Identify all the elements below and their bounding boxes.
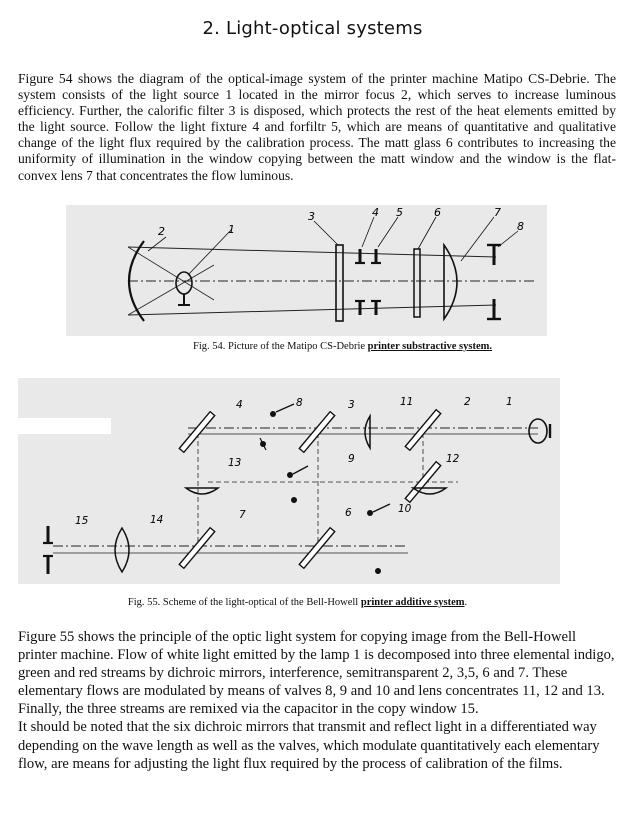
section-title: Light-optical systems [225, 18, 423, 39]
fig55-label-3: 3 [348, 399, 355, 411]
fig55-label-7: 7 [239, 509, 246, 521]
figure-55-diagram [18, 378, 560, 584]
fig55-label-13: 13 [228, 457, 242, 469]
figure-54-diagram [66, 205, 547, 336]
fig55-label-2: 2 [464, 396, 471, 408]
figure-54-caption-text: Fig. 54. Picture of the Matipo CS-Debrie [192, 341, 368, 352]
section-number: 2. [202, 18, 221, 39]
fig54-label-5: 5 [396, 206, 403, 219]
figure-54-svg [66, 205, 547, 336]
figure-55-caption-emphasis: printer additive system [360, 597, 465, 608]
fig55-label-6: 6 [345, 507, 352, 519]
fig55-label-12: 12 [446, 453, 460, 465]
fig55-label-8: 8 [296, 397, 303, 409]
figure-54-caption-emphasis: printer substractive system. [367, 341, 493, 352]
fig55-label-10: 10 [398, 503, 412, 515]
fig54-label-3: 3 [308, 210, 315, 223]
section-heading [0, 18, 625, 39]
fig54-label-8: 8 [517, 220, 524, 233]
paragraph-bell-howell-part1: Figure 55 shows the principle of the optic light system for copying image from the Bell-Howell printer machine. Flow of white light emitted by the lamp 1 is decomposed into three elemental indigo, green and red streams by dichroic mirrors, interference, semitransparent 2, 3,5, 6 and 7. These elementary flows are modulated by means of valves 8, 9 and 10 and lens concentrates 11, 12 and 13. Finally, the three streams are remixed via the capacitor in the copy window 15. [18, 629, 615, 718]
fig55-label-9: 9 [348, 453, 355, 465]
figure-55-caption [0, 597, 610, 608]
fig54-label-4: 4 [372, 206, 379, 219]
fig54-label-7: 7 [494, 206, 501, 219]
fig55-label-11: 11 [400, 396, 414, 408]
figure-55-caption-text: Fig. 55. Scheme of the light-optical of the Bell-Howell [127, 597, 361, 608]
fig54-label-6: 6 [434, 206, 441, 219]
paragraph-bell-howell-part2: It should be noted that the six dichroic mirrors that transmit and reflect light in a differentiated way depending on the wave length as well as the valves, which modulate quantitatively each elementary flow, are means for adjusting the light flux required by the process of calibration of the films. [18, 719, 600, 772]
figure-54-caption [30, 341, 625, 352]
figure-55-svg [18, 378, 560, 584]
fig54-label-2: 2 [158, 225, 165, 238]
figure-55-caption-end: . [464, 597, 468, 608]
fig55-label-1: 1 [506, 396, 513, 408]
fig54-label-1: 1 [228, 223, 235, 236]
paragraph-bell-howell [18, 628, 618, 773]
paragraph-matipo: Figure 54 shows the diagram of the optical-image system of the printer machine Matipo CS-Debrie. The system consists of the light source 1 located in the mirror focus 2, which serves to increase luminous efficiency. Further, the calorific filter 3 is disposed, which protects the rest of the heat elements emitted by the light source. Follow the light fixture 4 and forfiltr 5, which are means of quantitative and qualitative change of the light flux required by the calibration process. The matt glass 6 contributes to increasing the uniformity of illumination in the window copying between the matt window and the window is the flat-convex lens 7 that concentrates the flow luminous. [18, 71, 616, 183]
fig55-label-4: 4 [236, 399, 243, 411]
fig55-label-14: 14 [150, 514, 164, 526]
fig55-label-15: 15 [75, 515, 89, 527]
